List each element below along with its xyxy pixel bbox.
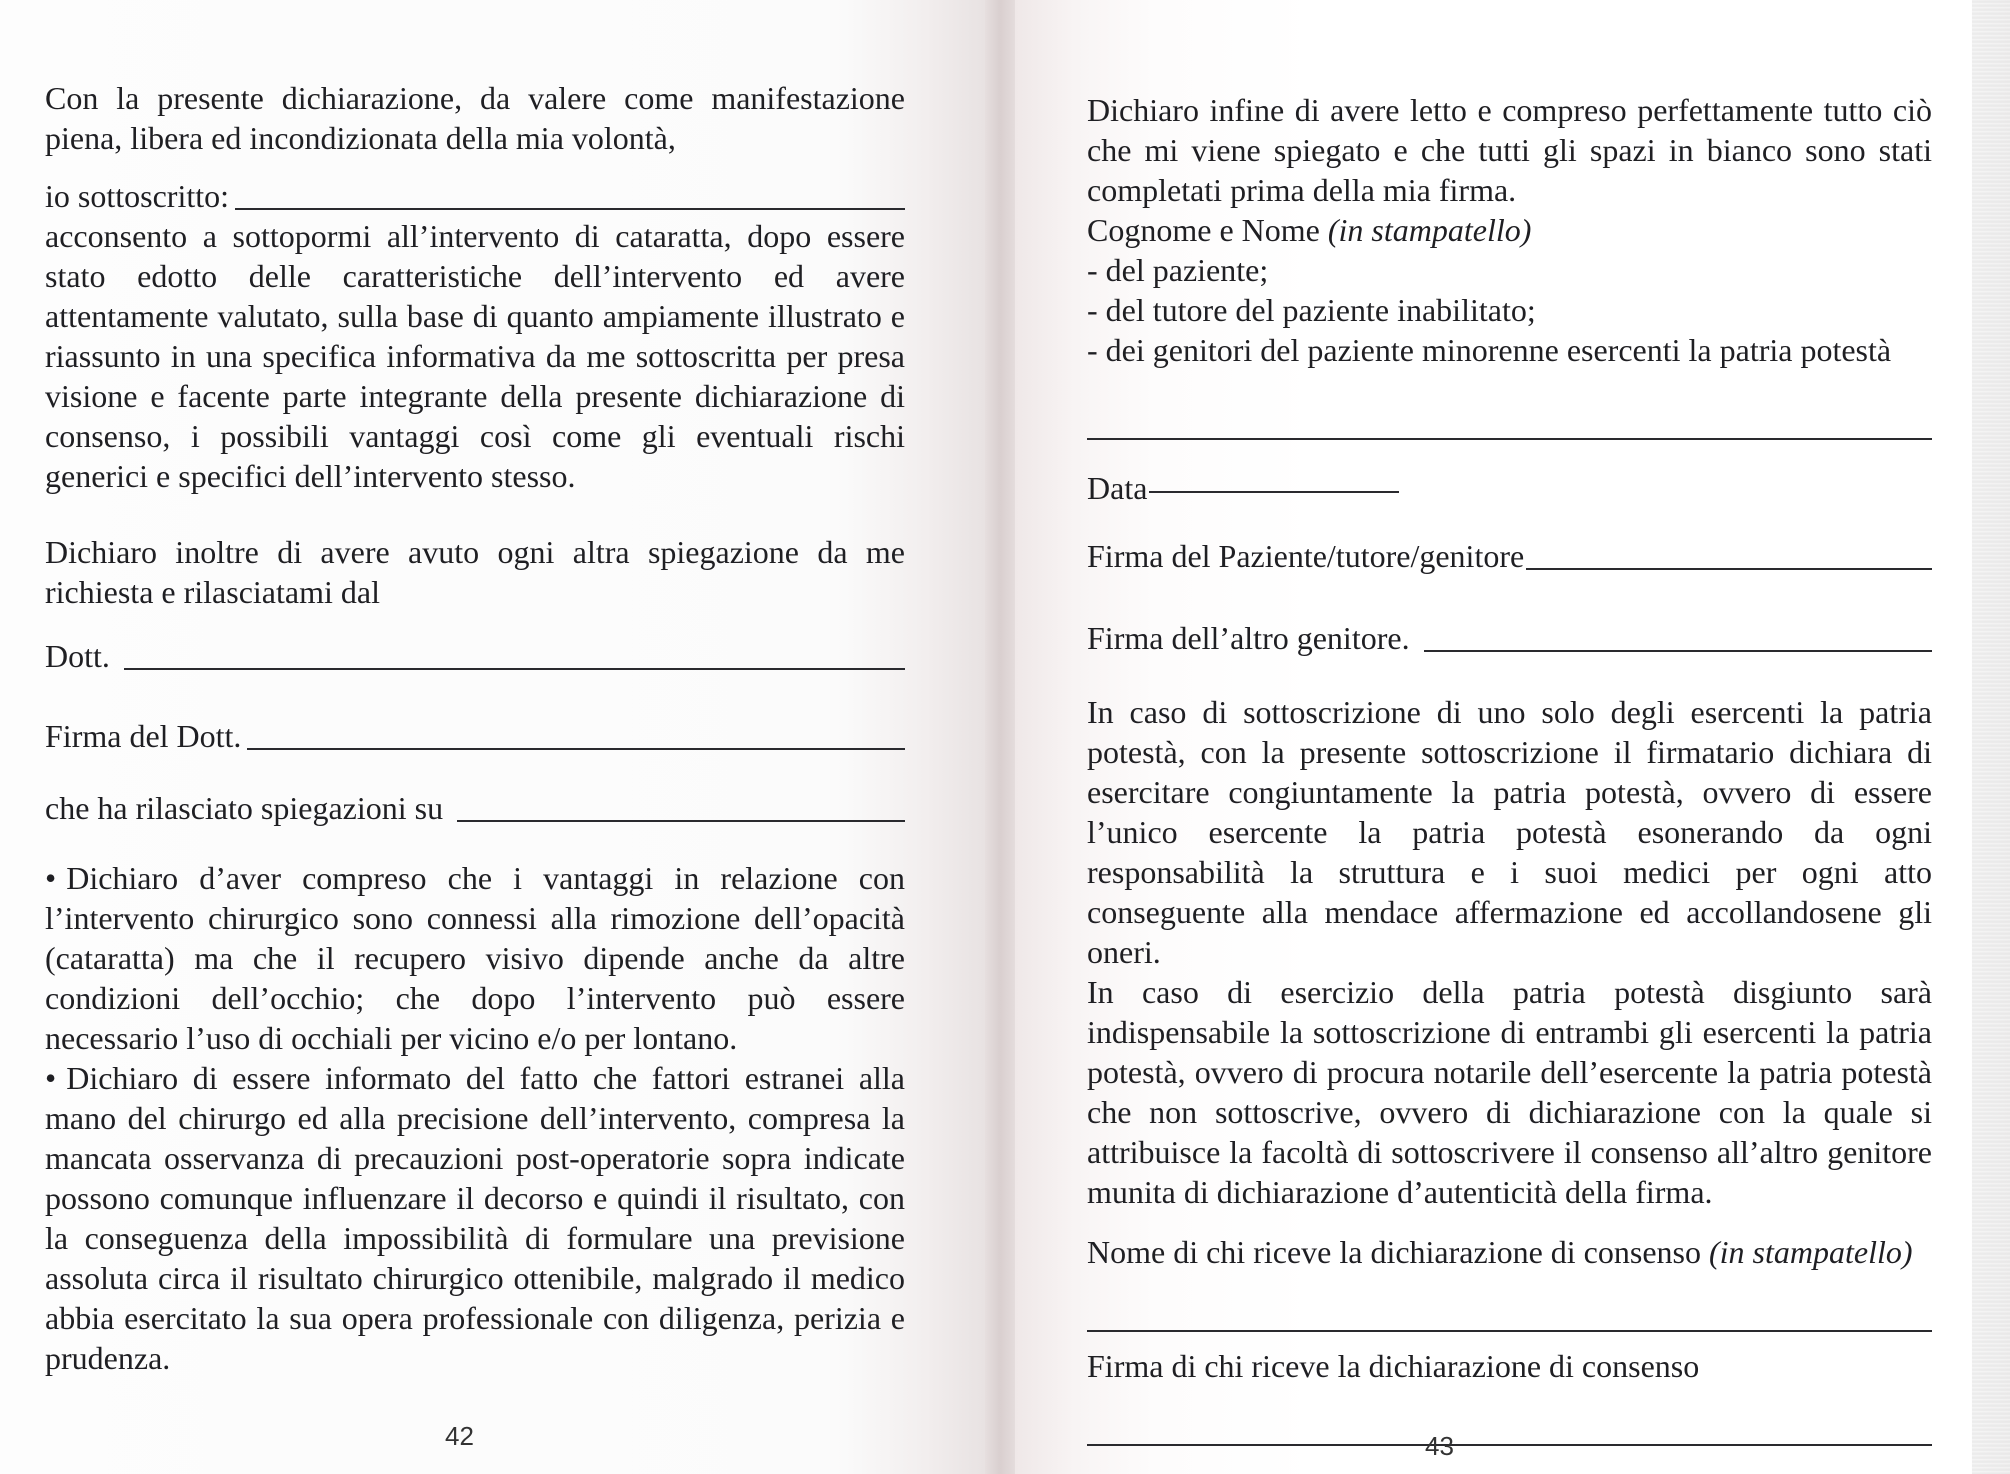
doctor-field[interactable] [45,636,905,676]
doctor-signature-field[interactable] [45,716,905,756]
date-blank-line[interactable] [1149,491,1399,493]
other-parent-label: Firma dell’altro genitore. [1087,620,1410,656]
explained-blank-line[interactable] [457,820,905,822]
consent-paragraph: acconsento a sottopormi all’intervento di cataratta, dopo essere stato edotto delle caratteristiche dell’intervento ed avere attentamente valutato, sulla base di quanto ampiamente illustrato e riassunto in una specifica informativa da me sottoscritta per presa visione e facente parte integrante della presente dichiarazione di consenso, i possibili vantaggi così come gli eventuali rischi generici e specifici dell’intervento stesso. [45,218,905,494]
doctor-label: Dott. [45,638,110,674]
list-item: - dei genitori del paziente minorenne esercenti la patria potestà [1087,332,1892,368]
book-gutter [985,0,1015,1474]
receiver-signature-label: Firma di chi riceve la dichiarazione di consenso [1087,1348,1700,1384]
bullet-1-text: Dichiaro d’aver compreso che i vantaggi in relazione con l’intervento chirurgico sono connessi alla rimozione dell’opacità (cataratta) ma che il recupero visivo dipende anche da altre condizioni dell’occhio; che dopo l’intervento può essere necessario l’uso di occhiali per vicino e/o per lontano. [45,860,905,1056]
page-number-right: 43 [1425,1431,1454,1461]
other-parent-blank-line[interactable] [1424,650,1932,652]
name-heading [1087,210,1932,250]
page-number-left: 42 [445,1421,474,1451]
bullet-icon: • [45,860,57,896]
left-page [0,0,985,1474]
explained-field[interactable] [45,788,905,828]
right-page [1015,0,2010,1474]
patient-signature-field[interactable] [1087,536,1932,576]
doctor-signature-blank-line[interactable] [247,748,905,750]
receiver-signature-blank-line[interactable] [1087,1444,1932,1446]
name-blank-line[interactable] [1087,438,1932,440]
bullet-2-text: Dichiaro di essere informato del fatto che fattori estranei alla mano del chirurgo ed alla precisione dell’intervento, compresa la mancata osservanza di precauzioni post-operatorie sopra indicate possono comunque influenzare il decorso e quindi il risultato, con la conseguenza della impossibilità di formulare una previsione assoluta circa il risultato chirurgico ottenibile, malgrado il medico abbia esercitato la sua opera professionale con diligenza, perizia e prudenza. [45,1060,905,1376]
name-section [1087,210,1932,370]
doctor-blank-line[interactable] [124,668,905,670]
name-label-italic: (in stampatello) [1327,212,1532,248]
page-edge [1972,0,2010,1474]
single-signer-paragraph: In caso di sottoscrizione di uno solo degli esercenti la patria potestà, con la presente sottoscrizione il firmatario dichiara di esercitare congiuntamente la patria potestà, ovvero di essere l’unico esercente la patria potestà esonerando da ogni responsabilità la struttura e i suoi medici per ogni atto conseguente alla mendace affermazione ed accollandosene gli oneri. [1087,694,1932,970]
patient-signature-blank-line[interactable] [1526,568,1932,570]
name-label: Cognome e Nome [1087,212,1320,248]
explained-label: che ha rilasciato spiegazioni su [45,790,444,826]
other-parent-field[interactable] [1087,618,1932,658]
intro-paragraph: Con la presente dichiarazione, da valere come manifestazione piena, libera ed incondizionata della mia volontà, [45,80,905,156]
receiver-name-line [1087,1232,1932,1272]
signer-label: io sottoscritto: [45,178,229,214]
doctor-signature-label: Firma del Dott. [45,718,242,754]
list-item: - del tutore del paziente inabilitato; [1087,292,1536,328]
bullet-icon: • [45,1060,57,1096]
receiver-name-label: Nome di chi riceve la dichiarazione di consenso [1087,1234,1701,1270]
separate-exercise-paragraph: In caso di esercizio della patria potestà disgiunto sarà indispensabile la sottoscrizione di entrambi gli esercenti la patria potestà, ovvero di procura notarile dell’esercente la patria potestà che non sottoscrive, ovvero di dichiarazione con la quale si attribuisce la facoltà di sottoscrivere il consenso all’altro genitore munita di dichiarazione d’autenticità della firma. [1087,974,1932,1210]
bullet-item-1 [45,858,905,1058]
list-item: - del paziente; [1087,252,1269,288]
patient-signature-label: Firma del Paziente/tutore/genitore [1087,538,1525,574]
final-declaration-paragraph: Dichiaro infine di avere letto e compreso perfettamente tutto ciò che mi viene spiegato e che tutti gli spazi in bianco sono stati completati prima della mia firma. [1087,92,1932,208]
signer-blank-line[interactable] [235,208,905,210]
receiver-name-italic: (in stampatello) [1708,1234,1913,1270]
receiver-name-blank-line[interactable] [1087,1330,1932,1332]
signer-field[interactable] [45,176,905,216]
further-explanation-paragraph: Dichiaro inoltre di avere avuto ogni altra spiegazione da me richiesta e rilasciatami dal [45,534,905,610]
bullet-item-2 [45,1058,905,1378]
date-field[interactable] [1087,468,1932,508]
date-label: Data [1087,470,1148,506]
